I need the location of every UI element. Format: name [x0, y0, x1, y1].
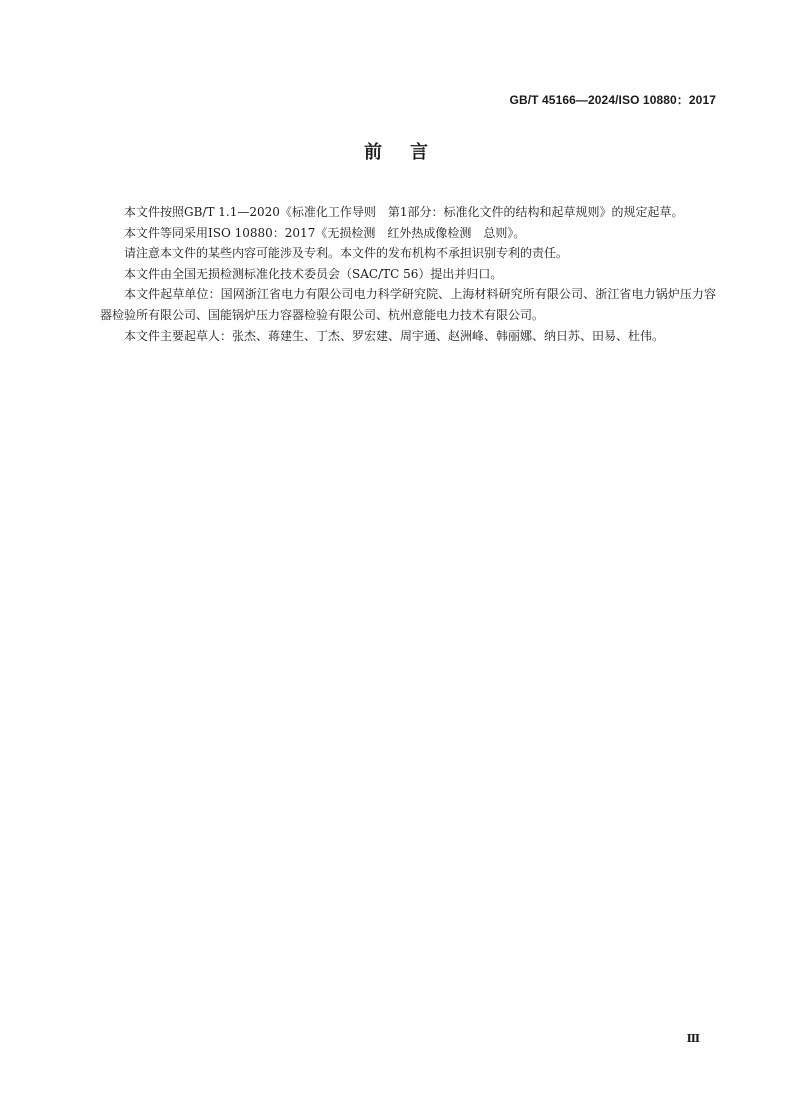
paragraph-drafting-organizations: 本文件起草单位：国网浙江省电力有限公司电力科学研究院、上海材料研究所有限公司、浙江省电力锅炉压力容器检验所有限公司、国能锅炉压力容器检验有限公司、杭州意能电力技术有限公司。	[100, 287, 716, 322]
standard-number: GB/T 45166—2024/ISO 10880：2017	[509, 93, 716, 107]
page-title: 前言	[364, 142, 456, 163]
paragraph-drafting-rules: 本文件按照GB/T 1.1—2020《标准化工作导则 第1部分：标准化文件的结构和起草规则》的规定起草。	[124, 205, 684, 219]
paragraph-patent-notice: 请注意本文件的某些内容可能涉及专利。本文件的发布机构不承担识别专利的责任。	[124, 246, 569, 261]
foreword-body	[100, 202, 716, 346]
page-number: Ⅲ	[686, 1032, 700, 1045]
paragraph-drafters: 本文件主要起草人：张杰、蒋建生、丁杰、罗宏建、周宇通、赵洲峰、韩丽娜、纳日苏、田易、杜伟。	[124, 328, 665, 343]
paragraph-proposer: 本文件由全国无损检测标准化技术委员会（SAC/TC 56）提出并归口。	[124, 266, 503, 281]
paragraph-iso-adoption: 本文件等同采用ISO 10880：2017《无损检测 红外热成像检测 总则》。	[124, 225, 526, 240]
